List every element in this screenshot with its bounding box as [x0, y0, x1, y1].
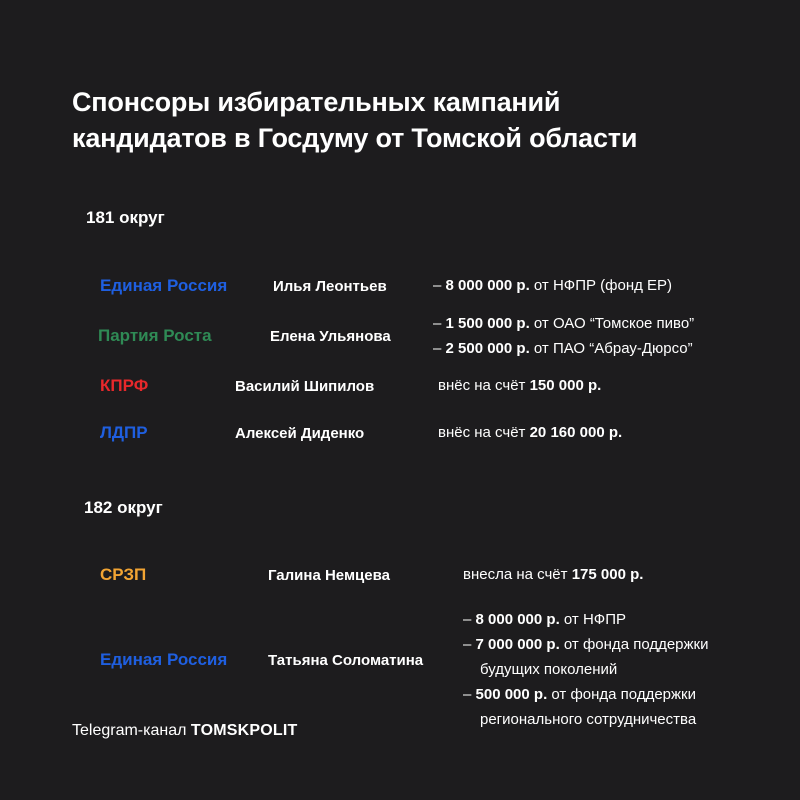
sponsor-details [463, 562, 643, 587]
candidate-name: Василий Шипилов [235, 378, 375, 395]
sponsor-line: внёс на счёт 150 000 р. [438, 377, 602, 394]
footer-prefix: Telegram-канал [72, 722, 187, 739]
sponsor-details [433, 311, 694, 361]
page-title-line2: кандидатов в Госдуму от Томской области [72, 123, 638, 153]
party-label: Единая Россия [100, 276, 228, 295]
sponsor-details [463, 607, 709, 732]
sponsor-line: – 8 000 000 р. от НФПР [463, 611, 626, 628]
candidate-name: Алексей Диденко [235, 425, 365, 442]
sponsor-line: – 7 000 000 р. от фонда поддержки [463, 636, 709, 653]
sponsor-line: будущих поколений [480, 661, 618, 678]
candidate-name: Елена Ульянова [270, 328, 391, 345]
sponsor-line: – 2 500 000 р. от ПАО “Абрау-Дюрсо” [433, 340, 693, 357]
party-label: Единая Россия [100, 650, 228, 669]
candidate-name: Татьяна Соломатина [268, 652, 424, 669]
candidate-name: Галина Немцева [268, 567, 390, 584]
party-label: КПРФ [100, 376, 149, 395]
party-label: Партия Роста [98, 326, 212, 345]
page-title [72, 84, 637, 156]
sponsor-line: регионального сотрудничества [480, 711, 697, 728]
sponsor-details [433, 273, 672, 298]
sponsor-details [438, 373, 601, 398]
sponsor-line: – 8 000 000 р. от НФПР (фонд ЕР) [433, 277, 673, 294]
sponsor-line: – 1 500 000 р. от ОАО “Томское пиво” [433, 315, 695, 332]
party-label: ЛДПР [100, 423, 148, 442]
candidate-name: Илья Леонтьев [273, 278, 387, 295]
page-title-line1: Спонсоры избирательных кампаний [72, 87, 561, 117]
footer-brand: TOMSKPOLIT [190, 722, 298, 739]
footer-credit [72, 722, 298, 740]
sponsor-line: – 500 000 р. от фонда поддержки [463, 686, 696, 703]
district-181-heading: 181 округ [86, 208, 165, 227]
party-label: СРЗП [100, 565, 147, 584]
district-182-heading: 182 округ [84, 498, 163, 517]
sponsor-details [438, 420, 622, 445]
sponsor-line: внесла на счёт 175 000 р. [463, 566, 644, 583]
sponsor-line: внёс на счёт 20 160 000 р. [438, 424, 623, 441]
